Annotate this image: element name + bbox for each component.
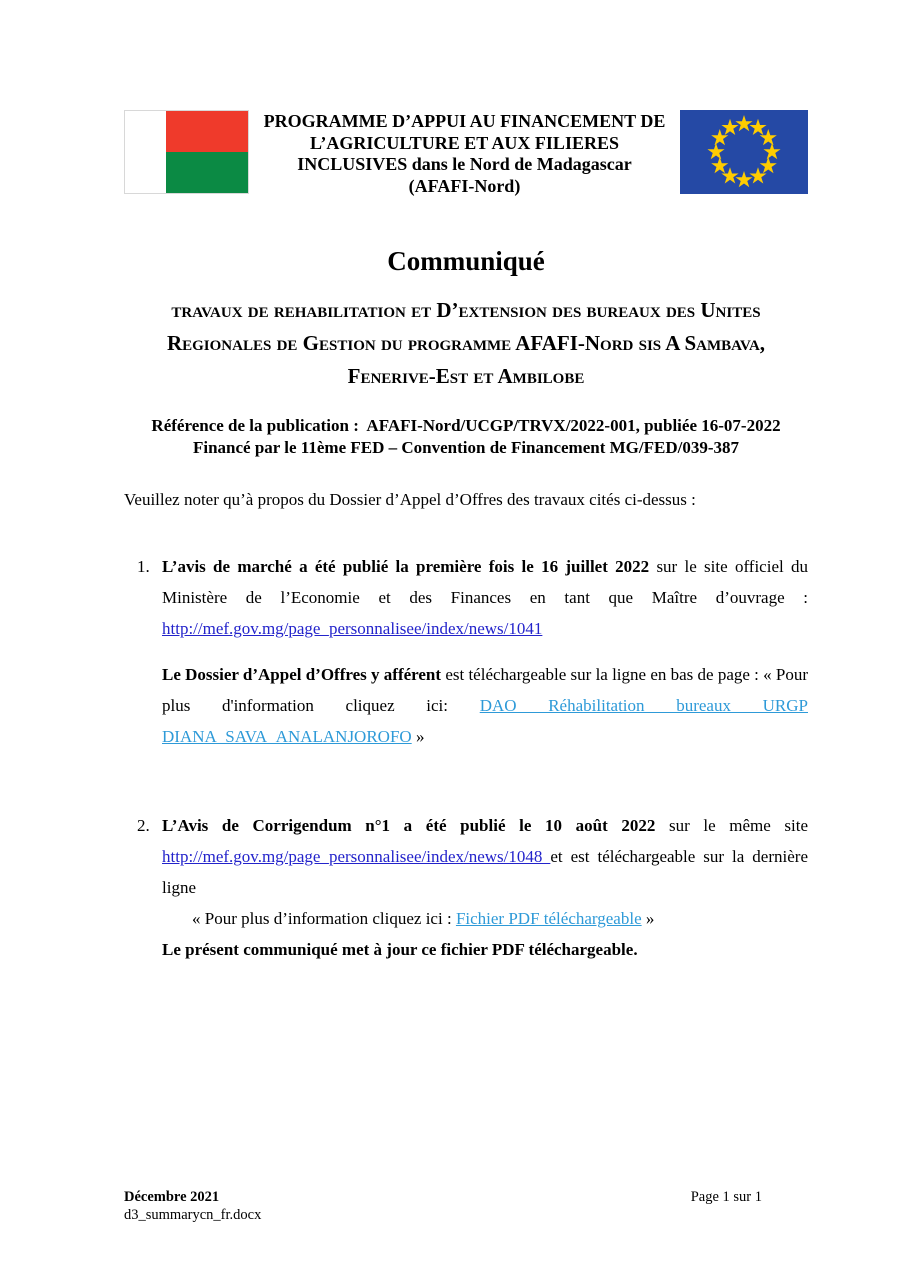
program-title-line: INCLUSIVES dans le Nord de Madagascar: [297, 154, 632, 174]
text-run: »: [411, 727, 425, 746]
program-title-line: (AFAFI-Nord): [408, 175, 521, 196]
text-run: »: [641, 909, 655, 928]
numbered-list: [124, 551, 808, 965]
text-run: sur le site officiel du Ministère de l’Economie et des Finances en tant que Maître d’ouvrage :: [162, 557, 808, 607]
quote-line: [192, 903, 808, 934]
reference-line: Référence de la publication : AFAFI-Nord/UCGP/TRVX/2022-001, publiée 16-07-2022: [151, 416, 781, 435]
text-run: « Pour plus d’information cliquez ici :: [192, 909, 456, 928]
footer-date: Décembre 2021: [124, 1189, 220, 1205]
document-subtitle: travaux de rehabilitation et D’extension des bureaux des Unites Regionales de Gestion du programme AFAFI-Nord sis A Sambava, Fenerive-Est et Ambilobe: [166, 298, 766, 388]
footer-filename: d3_summarycn_fr.docx: [124, 1207, 262, 1223]
closing-statement: [162, 934, 808, 965]
madagascar-flag-icon: [124, 110, 249, 194]
paragraph: [162, 810, 808, 903]
list-item-number: 2.: [137, 816, 150, 835]
reference-line: Financé par le 11ème FED – Convention de Financement MG/FED/039-387: [192, 438, 739, 457]
madagascar-flag-icon: [125, 111, 248, 193]
page-number: Page 1 sur 1: [690, 1189, 762, 1205]
text-run: L’Avis de Corrigendum n°1 a été publié le 10 août 2022: [162, 816, 656, 835]
text-run: sur le même site: [655, 816, 808, 835]
document-header: [124, 110, 808, 197]
hyperlink[interactable]: http://mef.gov.mg/page_personnalisee/index/news/1041: [162, 619, 543, 638]
hyperlink[interactable]: http://mef.gov.mg/page_personnalisee/index/news/1048: [162, 847, 551, 866]
footer-left: [124, 1188, 261, 1224]
eu-flag-icon: [680, 110, 808, 194]
text-run: Le présent communiqué met à jour ce fichier PDF téléchargeable.: [162, 940, 638, 959]
hyperlink[interactable]: DAO Réhabilitation bureaux URGP DIANA_SAVA_ANALANJOROFO: [162, 696, 808, 746]
program-title: [249, 111, 680, 197]
text-run: est téléchargeable sur la ligne en bas de page : « Pour plus d'information cliquez ici:: [162, 665, 809, 715]
document-title: Communiqué: [387, 246, 545, 276]
page-footer: [124, 1188, 808, 1224]
list-item-number: 1.: [137, 557, 150, 576]
text-run: et est téléchargeable sur la dernière ligne: [162, 847, 808, 897]
paragraph: [162, 659, 808, 752]
list-item: [124, 551, 808, 752]
hyperlink[interactable]: Fichier PDF téléchargeable: [455, 909, 642, 928]
program-title-line: PROGRAMME D’APPUI AU FINANCEMENT DE: [263, 111, 666, 131]
list-item: [124, 810, 808, 965]
text-run: Le Dossier d’Appel d’Offres y afférent: [162, 665, 442, 684]
intro-paragraph: Veuillez noter qu’à propos du Dossier d’Appel d’Offres des travaux cités ci-dessus :: [124, 490, 696, 509]
program-title-line: L’AGRICULTURE ET AUX FILIERES: [310, 132, 619, 153]
text-run: L’avis de marché a été publié la première fois le 16 juillet 2022: [162, 557, 650, 576]
paragraph: [162, 551, 808, 644]
publication-reference: [124, 415, 808, 459]
